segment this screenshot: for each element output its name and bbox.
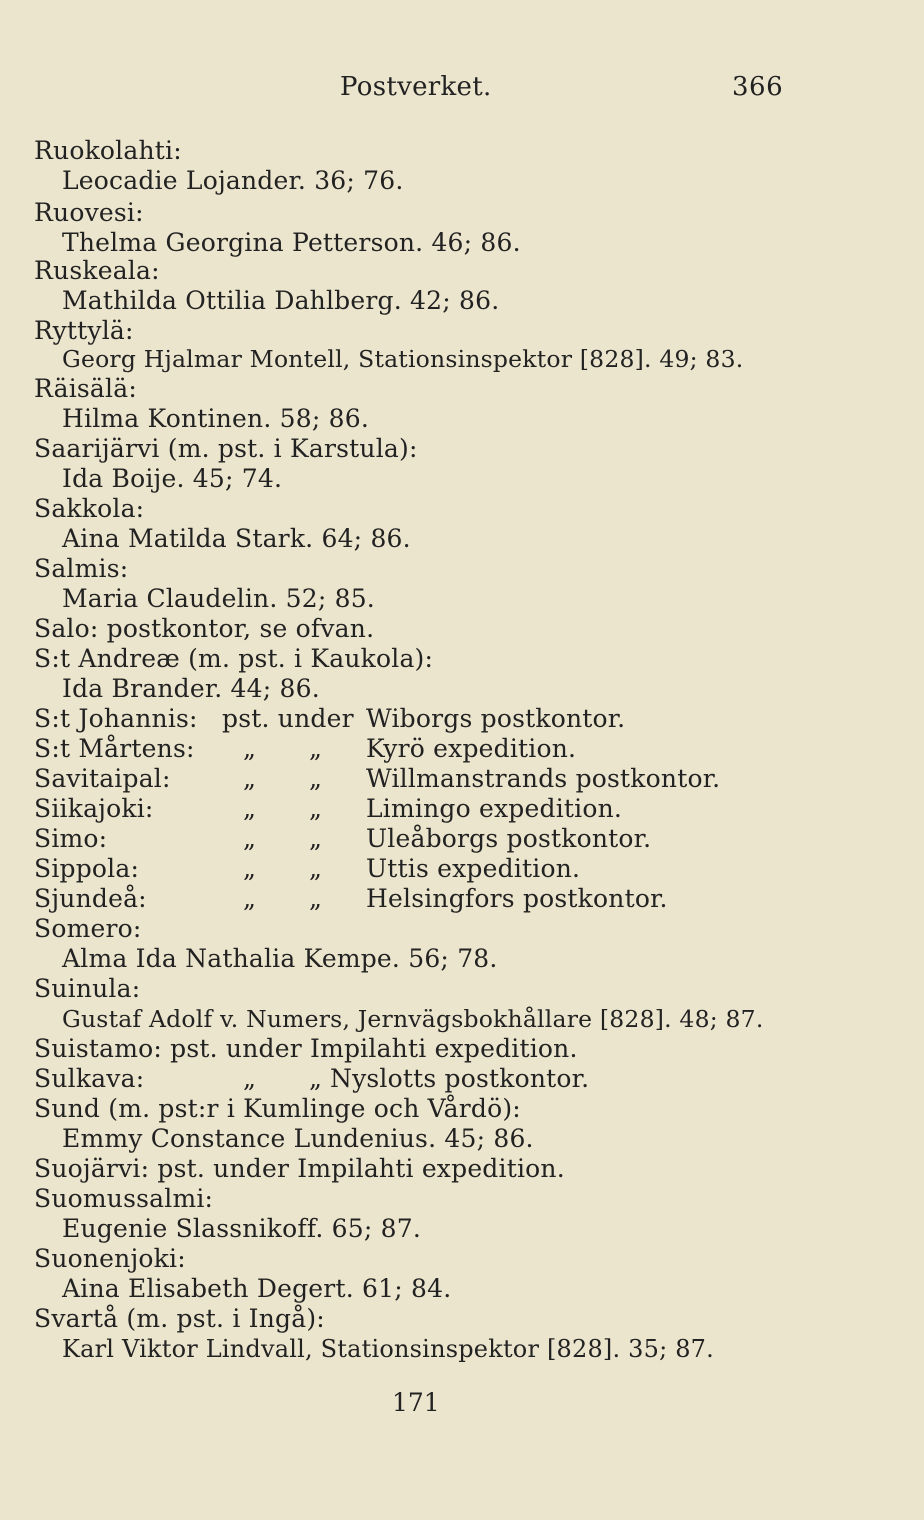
under-label: pst. under	[222, 704, 354, 733]
ditto-mark: „	[309, 734, 323, 763]
entry-detail: Georg Hjalmar Montell, Stationsinspektor [828]. 49; 83.	[62, 345, 744, 373]
ditto-mark: „	[243, 824, 257, 853]
entry-detail: Aina Matilda Stark. 64; 86.	[62, 524, 411, 553]
place-name: Ruokolahti:	[34, 136, 182, 165]
place-name: Ruovesi:	[34, 198, 144, 227]
ditto-mark: „	[243, 1064, 257, 1093]
place-name: Ruskeala:	[34, 256, 160, 285]
place-name: Somero:	[34, 914, 142, 943]
ditto-mark: „	[309, 1064, 323, 1093]
salo-entry: Salo: postkontor, se ofvan.	[34, 614, 375, 643]
office-name: Limingo expedition.	[366, 794, 623, 823]
ditto-mark: „	[309, 764, 323, 793]
entry-detail: Ida Brander. 44; 86.	[62, 674, 320, 703]
page-number: 366	[732, 72, 784, 102]
suojarvi-entry: Suojärvi: pst. under Impilahti expedition.	[34, 1154, 565, 1183]
suistamo-entry: Suistamo: pst. under Impilahti expedition.	[34, 1034, 578, 1063]
ditto-mark: „	[309, 824, 323, 853]
place-name: Suinula:	[34, 974, 141, 1003]
entry-detail: Aina Elisabeth Degert. 61; 84.	[62, 1274, 452, 1303]
place-name: S:t Johannis:	[34, 704, 198, 733]
entry-detail: Eugenie Slassnikoff. 65; 87.	[62, 1214, 422, 1243]
entry-detail: Mathilda Ottilia Dahlberg. 42; 86.	[62, 286, 500, 315]
entry-detail: Maria Claudelin. 52; 85.	[62, 584, 375, 613]
place-name: Sakkola:	[34, 494, 145, 523]
signature-number: 171	[392, 1388, 440, 1417]
ditto-mark: „	[243, 764, 257, 793]
office-name: Kyrö expedition.	[366, 734, 577, 763]
entry-detail: Emmy Constance Lundenius. 45; 86.	[62, 1124, 534, 1153]
place-name: S:t Mårtens:	[34, 734, 195, 763]
ditto-mark: „	[309, 854, 323, 883]
ditto-mark: „	[243, 734, 257, 763]
place-name: Suonenjoki:	[34, 1244, 186, 1273]
ditto-mark: „	[243, 794, 257, 823]
office-name: Nyslotts postkontor.	[330, 1064, 590, 1093]
place-name: Räisälä:	[34, 374, 137, 403]
ditto-mark: „	[243, 854, 257, 883]
place-name: Siikajoki:	[34, 794, 154, 823]
entry-detail: Ida Boije. 45; 74.	[62, 464, 283, 493]
ditto-mark: „	[309, 794, 323, 823]
entry-detail: Gustaf Adolf v. Numers, Jernvägsbokhållare [828]. 48; 87.	[62, 1005, 764, 1033]
entry-detail: Alma Ida Nathalia Kempe. 56; 78.	[62, 944, 498, 973]
place-name: S:t Andreæ (m. pst. i Kaukola):	[34, 644, 434, 673]
entry-detail: Karl Viktor Lindvall, Stationsinspektor [828]. 35; 87.	[62, 1335, 714, 1363]
place-name: Saarijärvi (m. pst. i Karstula):	[34, 434, 418, 463]
place-name: Salmis:	[34, 554, 129, 583]
office-name: Uleåborgs postkontor.	[366, 824, 652, 853]
office-name: Uttis expedition.	[366, 854, 581, 883]
office-name: Helsingfors postkontor.	[366, 884, 668, 913]
running-head-title: Postverket.	[340, 72, 492, 102]
place-name: Sund (m. pst:r i Kumlinge och Vårdö):	[34, 1094, 521, 1123]
place-name: Sulkava:	[34, 1064, 145, 1093]
place-name: Simo:	[34, 824, 108, 853]
entry-detail: Thelma Georgina Petterson. 46; 86.	[62, 228, 521, 257]
place-name: Sippola:	[34, 854, 140, 883]
place-name: Sjundeå:	[34, 884, 147, 913]
ditto-mark: „	[243, 884, 257, 913]
ditto-mark: „	[309, 884, 323, 913]
place-name: Savitaipal:	[34, 764, 171, 793]
entry-detail: Hilma Kontinen. 58; 86.	[62, 404, 369, 433]
place-name: Svartå (m. pst. i Ingå):	[34, 1304, 325, 1333]
place-name: Ryttylä:	[34, 316, 134, 345]
entry-detail: Leocadie Lojander. 36; 76.	[62, 166, 404, 195]
office-name: Willmanstrands postkontor.	[366, 764, 721, 793]
office-name: Wiborgs postkontor.	[366, 704, 626, 733]
place-name: Suomussalmi:	[34, 1184, 214, 1213]
